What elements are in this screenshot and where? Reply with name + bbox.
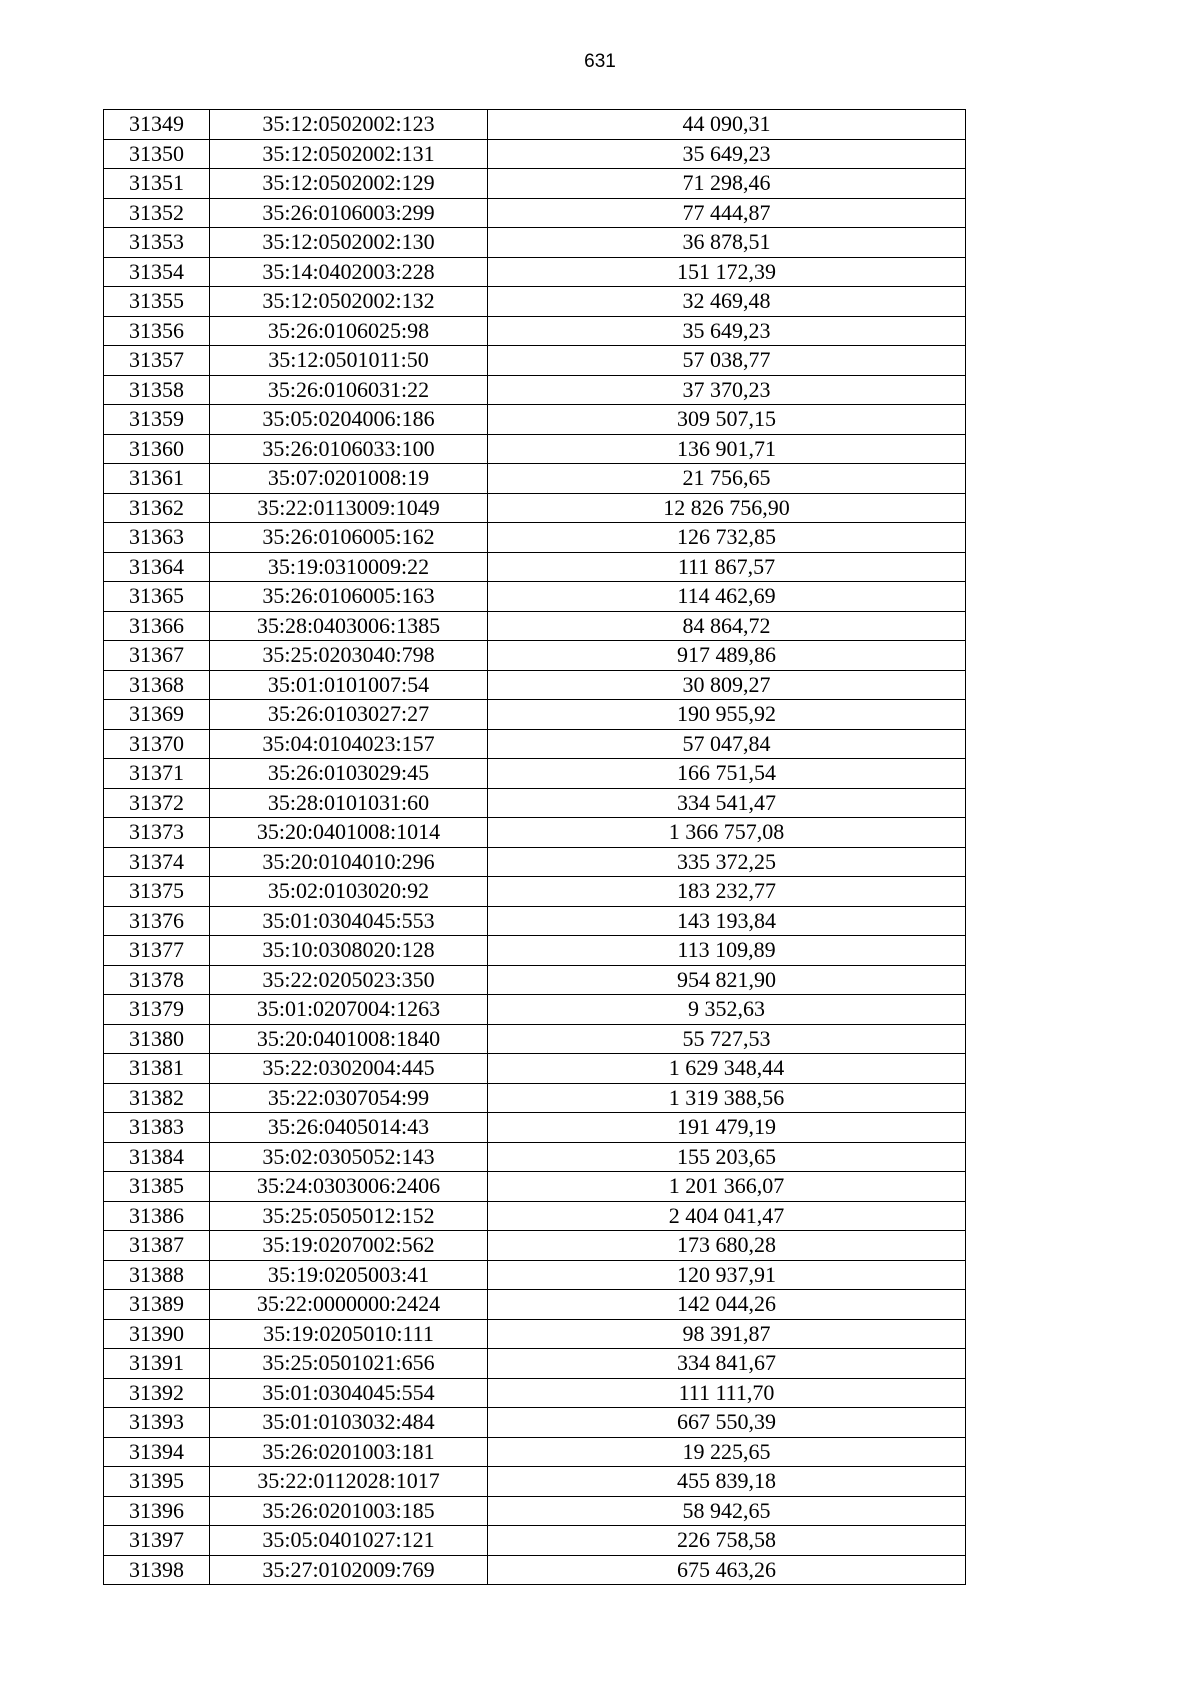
row-number-cell: 31379 bbox=[104, 995, 210, 1025]
cadastral-number-cell: 35:27:0102009:769 bbox=[210, 1555, 488, 1585]
table-row bbox=[104, 228, 966, 258]
table-row bbox=[104, 1408, 966, 1438]
row-number-cell: 31378 bbox=[104, 965, 210, 995]
value-cell: 35 649,23 bbox=[488, 316, 966, 346]
cadastral-number-cell: 35:19:0207002:562 bbox=[210, 1231, 488, 1261]
value-cell: 191 479,19 bbox=[488, 1113, 966, 1143]
row-number-cell: 31385 bbox=[104, 1172, 210, 1202]
cadastral-number-cell: 35:25:0501021:656 bbox=[210, 1349, 488, 1379]
value-cell: 111 867,57 bbox=[488, 552, 966, 582]
cadastral-number-cell: 35:26:0106025:98 bbox=[210, 316, 488, 346]
cadastral-number-cell: 35:26:0106005:163 bbox=[210, 582, 488, 612]
table-row bbox=[104, 552, 966, 582]
table-row bbox=[104, 670, 966, 700]
value-cell: 71 298,46 bbox=[488, 169, 966, 199]
row-number-cell: 31353 bbox=[104, 228, 210, 258]
row-number-cell: 31351 bbox=[104, 169, 210, 199]
value-cell: 1 319 388,56 bbox=[488, 1083, 966, 1113]
cadastral-number-cell: 35:26:0201003:181 bbox=[210, 1437, 488, 1467]
cadastral-number-cell: 35:02:0305052:143 bbox=[210, 1142, 488, 1172]
row-number-cell: 31393 bbox=[104, 1408, 210, 1438]
row-number-cell: 31395 bbox=[104, 1467, 210, 1497]
cadastral-number-cell: 35:12:0502002:123 bbox=[210, 110, 488, 140]
cadastral-number-cell: 35:12:0502002:132 bbox=[210, 287, 488, 317]
cadastral-number-cell: 35:10:0308020:128 bbox=[210, 936, 488, 966]
table-body bbox=[104, 110, 966, 1585]
cadastral-number-cell: 35:12:0502002:130 bbox=[210, 228, 488, 258]
row-number-cell: 31372 bbox=[104, 788, 210, 818]
cadastral-number-cell: 35:05:0401027:121 bbox=[210, 1526, 488, 1556]
cadastral-number-cell: 35:12:0502002:131 bbox=[210, 139, 488, 169]
row-number-cell: 31396 bbox=[104, 1496, 210, 1526]
cadastral-number-cell: 35:04:0104023:157 bbox=[210, 729, 488, 759]
value-cell: 1 201 366,07 bbox=[488, 1172, 966, 1202]
row-number-cell: 31391 bbox=[104, 1349, 210, 1379]
value-cell: 58 942,65 bbox=[488, 1496, 966, 1526]
row-number-cell: 31377 bbox=[104, 936, 210, 966]
value-cell: 98 391,87 bbox=[488, 1319, 966, 1349]
table-row bbox=[104, 582, 966, 612]
row-number-cell: 31366 bbox=[104, 611, 210, 641]
value-cell: 113 109,89 bbox=[488, 936, 966, 966]
value-cell: 36 878,51 bbox=[488, 228, 966, 258]
cadastral-number-cell: 35:19:0205003:41 bbox=[210, 1260, 488, 1290]
cadastral-number-cell: 35:25:0203040:798 bbox=[210, 641, 488, 671]
value-cell: 166 751,54 bbox=[488, 759, 966, 789]
table-row bbox=[104, 1496, 966, 1526]
row-number-cell: 31363 bbox=[104, 523, 210, 553]
row-number-cell: 31373 bbox=[104, 818, 210, 848]
table-row bbox=[104, 877, 966, 907]
value-cell: 114 462,69 bbox=[488, 582, 966, 612]
cadastral-number-cell: 35:22:0113009:1049 bbox=[210, 493, 488, 523]
row-number-cell: 31355 bbox=[104, 287, 210, 317]
value-cell: 309 507,15 bbox=[488, 405, 966, 435]
cadastral-number-cell: 35:01:0304045:553 bbox=[210, 906, 488, 936]
cadastral-number-cell: 35:22:0205023:350 bbox=[210, 965, 488, 995]
table-row bbox=[104, 906, 966, 936]
value-cell: 136 901,71 bbox=[488, 434, 966, 464]
table-row bbox=[104, 1172, 966, 1202]
row-number-cell: 31371 bbox=[104, 759, 210, 789]
table-row bbox=[104, 316, 966, 346]
cadastral-number-cell: 35:26:0106033:100 bbox=[210, 434, 488, 464]
table-row bbox=[104, 405, 966, 435]
value-cell: 111 111,70 bbox=[488, 1378, 966, 1408]
table-row bbox=[104, 346, 966, 376]
row-number-cell: 31359 bbox=[104, 405, 210, 435]
value-cell: 57 047,84 bbox=[488, 729, 966, 759]
row-number-cell: 31386 bbox=[104, 1201, 210, 1231]
row-number-cell: 31392 bbox=[104, 1378, 210, 1408]
row-number-cell: 31397 bbox=[104, 1526, 210, 1556]
cadastral-number-cell: 35:26:0103027:27 bbox=[210, 700, 488, 730]
table-row bbox=[104, 729, 966, 759]
table-row bbox=[104, 287, 966, 317]
row-number-cell: 31357 bbox=[104, 346, 210, 376]
cadastral-number-cell: 35:19:0205010:111 bbox=[210, 1319, 488, 1349]
cadastral-number-cell: 35:26:0201003:185 bbox=[210, 1496, 488, 1526]
value-cell: 183 232,77 bbox=[488, 877, 966, 907]
value-cell: 57 038,77 bbox=[488, 346, 966, 376]
table-row bbox=[104, 1260, 966, 1290]
value-cell: 35 649,23 bbox=[488, 139, 966, 169]
value-cell: 675 463,26 bbox=[488, 1555, 966, 1585]
row-number-cell: 31364 bbox=[104, 552, 210, 582]
table-row bbox=[104, 169, 966, 199]
table-row bbox=[104, 965, 966, 995]
cadastral-number-cell: 35:26:0106003:299 bbox=[210, 198, 488, 228]
table-row bbox=[104, 464, 966, 494]
value-cell: 667 550,39 bbox=[488, 1408, 966, 1438]
row-number-cell: 31356 bbox=[104, 316, 210, 346]
value-cell: 55 727,53 bbox=[488, 1024, 966, 1054]
row-number-cell: 31362 bbox=[104, 493, 210, 523]
row-number-cell: 31361 bbox=[104, 464, 210, 494]
table-row bbox=[104, 139, 966, 169]
row-number-cell: 31367 bbox=[104, 641, 210, 671]
value-cell: 155 203,65 bbox=[488, 1142, 966, 1172]
row-number-cell: 31368 bbox=[104, 670, 210, 700]
row-number-cell: 31382 bbox=[104, 1083, 210, 1113]
value-cell: 120 937,91 bbox=[488, 1260, 966, 1290]
value-cell: 173 680,28 bbox=[488, 1231, 966, 1261]
row-number-cell: 31398 bbox=[104, 1555, 210, 1585]
value-cell: 334 841,67 bbox=[488, 1349, 966, 1379]
value-cell: 1 366 757,08 bbox=[488, 818, 966, 848]
cadastral-number-cell: 35:26:0106031:22 bbox=[210, 375, 488, 405]
row-number-cell: 31369 bbox=[104, 700, 210, 730]
cadastral-number-cell: 35:01:0207004:1263 bbox=[210, 995, 488, 1025]
row-number-cell: 31375 bbox=[104, 877, 210, 907]
table-row bbox=[104, 198, 966, 228]
row-number-cell: 31380 bbox=[104, 1024, 210, 1054]
cadastral-number-cell: 35:20:0401008:1014 bbox=[210, 818, 488, 848]
value-cell: 190 955,92 bbox=[488, 700, 966, 730]
cadastral-number-cell: 35:28:0101031:60 bbox=[210, 788, 488, 818]
value-cell: 143 193,84 bbox=[488, 906, 966, 936]
cadastral-number-cell: 35:20:0401008:1840 bbox=[210, 1024, 488, 1054]
value-cell: 84 864,72 bbox=[488, 611, 966, 641]
value-cell: 2 404 041,47 bbox=[488, 1201, 966, 1231]
table-row bbox=[104, 1142, 966, 1172]
value-cell: 455 839,18 bbox=[488, 1467, 966, 1497]
value-cell: 37 370,23 bbox=[488, 375, 966, 405]
cadastral-number-cell: 35:05:0204006:186 bbox=[210, 405, 488, 435]
value-cell: 334 541,47 bbox=[488, 788, 966, 818]
value-cell: 44 090,31 bbox=[488, 110, 966, 140]
table-row bbox=[104, 611, 966, 641]
value-cell: 30 809,27 bbox=[488, 670, 966, 700]
cadastral-number-cell: 35:01:0103032:484 bbox=[210, 1408, 488, 1438]
cadastral-number-cell: 35:26:0103029:45 bbox=[210, 759, 488, 789]
table-row bbox=[104, 1349, 966, 1379]
row-number-cell: 31384 bbox=[104, 1142, 210, 1172]
cadastral-number-cell: 35:26:0106005:162 bbox=[210, 523, 488, 553]
table-row bbox=[104, 1437, 966, 1467]
value-cell: 335 372,25 bbox=[488, 847, 966, 877]
table-row bbox=[104, 110, 966, 140]
value-cell: 126 732,85 bbox=[488, 523, 966, 553]
row-number-cell: 31374 bbox=[104, 847, 210, 877]
table-row bbox=[104, 1054, 966, 1084]
cadastral-number-cell: 35:20:0104010:296 bbox=[210, 847, 488, 877]
row-number-cell: 31365 bbox=[104, 582, 210, 612]
value-cell: 151 172,39 bbox=[488, 257, 966, 287]
value-cell: 19 225,65 bbox=[488, 1437, 966, 1467]
value-cell: 77 444,87 bbox=[488, 198, 966, 228]
table-row bbox=[104, 818, 966, 848]
cadastral-number-cell: 35:25:0505012:152 bbox=[210, 1201, 488, 1231]
table-row bbox=[104, 847, 966, 877]
table-row bbox=[104, 1290, 966, 1320]
row-number-cell: 31350 bbox=[104, 139, 210, 169]
table-row bbox=[104, 788, 966, 818]
table-row bbox=[104, 257, 966, 287]
cadastral-number-cell: 35:24:0303006:2406 bbox=[210, 1172, 488, 1202]
value-cell: 917 489,86 bbox=[488, 641, 966, 671]
data-table bbox=[103, 109, 966, 1585]
page-number: 631 bbox=[584, 51, 616, 72]
row-number-cell: 31352 bbox=[104, 198, 210, 228]
table-row bbox=[104, 493, 966, 523]
table-row bbox=[104, 1467, 966, 1497]
value-cell: 226 758,58 bbox=[488, 1526, 966, 1556]
row-number-cell: 31388 bbox=[104, 1260, 210, 1290]
table-row bbox=[104, 523, 966, 553]
row-number-cell: 31387 bbox=[104, 1231, 210, 1261]
cadastral-number-cell: 35:02:0103020:92 bbox=[210, 877, 488, 907]
table-row bbox=[104, 434, 966, 464]
table-row bbox=[104, 1319, 966, 1349]
value-cell: 9 352,63 bbox=[488, 995, 966, 1025]
value-cell: 954 821,90 bbox=[488, 965, 966, 995]
row-number-cell: 31381 bbox=[104, 1054, 210, 1084]
table-row bbox=[104, 1024, 966, 1054]
table-row bbox=[104, 1201, 966, 1231]
cadastral-number-cell: 35:12:0502002:129 bbox=[210, 169, 488, 199]
cadastral-number-cell: 35:19:0310009:22 bbox=[210, 552, 488, 582]
cadastral-number-cell: 35:01:0304045:554 bbox=[210, 1378, 488, 1408]
value-cell: 21 756,65 bbox=[488, 464, 966, 494]
cadastral-number-cell: 35:01:0101007:54 bbox=[210, 670, 488, 700]
table-row bbox=[104, 759, 966, 789]
value-cell: 142 044,26 bbox=[488, 1290, 966, 1320]
cadastral-number-cell: 35:26:0405014:43 bbox=[210, 1113, 488, 1143]
cadastral-number-cell: 35:12:0501011:50 bbox=[210, 346, 488, 376]
cadastral-number-cell: 35:07:0201008:19 bbox=[210, 464, 488, 494]
table-row bbox=[104, 1526, 966, 1556]
value-cell: 12 826 756,90 bbox=[488, 493, 966, 523]
table-row bbox=[104, 995, 966, 1025]
row-number-cell: 31383 bbox=[104, 1113, 210, 1143]
cadastral-number-cell: 35:28:0403006:1385 bbox=[210, 611, 488, 641]
value-cell: 32 469,48 bbox=[488, 287, 966, 317]
table-row bbox=[104, 641, 966, 671]
row-number-cell: 31349 bbox=[104, 110, 210, 140]
row-number-cell: 31394 bbox=[104, 1437, 210, 1467]
row-number-cell: 31370 bbox=[104, 729, 210, 759]
row-number-cell: 31376 bbox=[104, 906, 210, 936]
row-number-cell: 31360 bbox=[104, 434, 210, 464]
row-number-cell: 31358 bbox=[104, 375, 210, 405]
cadastral-number-cell: 35:14:0402003:228 bbox=[210, 257, 488, 287]
table-row bbox=[104, 700, 966, 730]
table-row bbox=[104, 936, 966, 966]
row-number-cell: 31354 bbox=[104, 257, 210, 287]
table-row bbox=[104, 375, 966, 405]
cadastral-number-cell: 35:22:0112028:1017 bbox=[210, 1467, 488, 1497]
table-row bbox=[104, 1231, 966, 1261]
row-number-cell: 31390 bbox=[104, 1319, 210, 1349]
value-cell: 1 629 348,44 bbox=[488, 1054, 966, 1084]
table-row bbox=[104, 1113, 966, 1143]
table-row bbox=[104, 1555, 966, 1585]
cadastral-number-cell: 35:22:0302004:445 bbox=[210, 1054, 488, 1084]
table-row bbox=[104, 1378, 966, 1408]
table-row bbox=[104, 1083, 966, 1113]
row-number-cell: 31389 bbox=[104, 1290, 210, 1320]
cadastral-number-cell: 35:22:0307054:99 bbox=[210, 1083, 488, 1113]
cadastral-number-cell: 35:22:0000000:2424 bbox=[210, 1290, 488, 1320]
